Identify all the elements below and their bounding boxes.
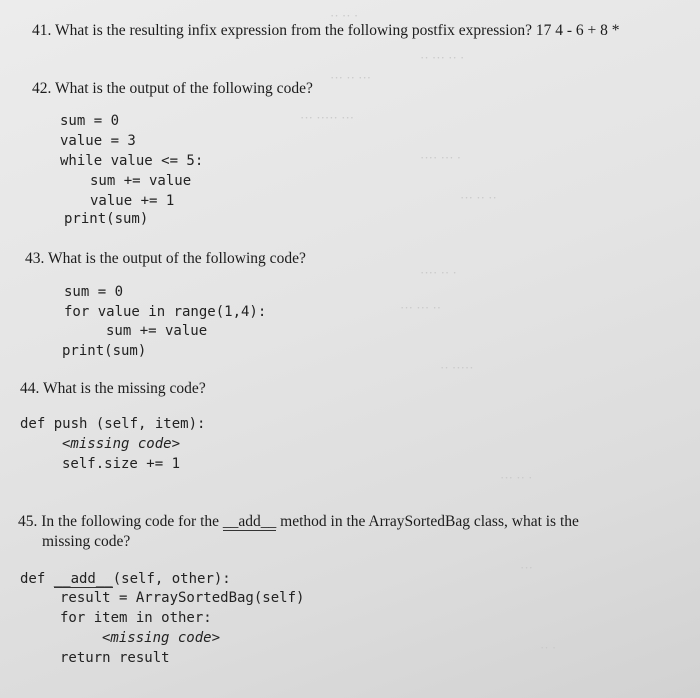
code-line: return result [60, 650, 170, 666]
question-number: 43. [25, 250, 45, 267]
question-text: What is the output of the following code? [54, 80, 313, 97]
question-text: In the following code for the [41, 513, 223, 530]
missing-code-line: <missing code> [102, 630, 221, 646]
question-text: What is the output of the following code? [47, 250, 306, 267]
question-number: 44. [20, 380, 40, 397]
worksheet-page: ·· ·· · ·· ··· ·· · ··· ·· ··· ··· ····· ··· ···· ··· · ··· ·· ·· ···· ·· · ··· ··· ·· ·· ····· ··· ·· · ··· ·· · 41. What is the resulting infix expression from the following postfix expression? 17 4 - 6 + 8 * 42. What is the output of the following code? sum = 0 value = 3 while value <= 5: sum += value value += 1 print(sum) 43. What is the output of the following code? sum = 0 for value in range(1,4): sum += value print(sum) 44. What is the missing code? def push (self, item): <missing code> self.size += 1 45. In the following code for the __add__ method in the ArraySortedBag class, what is the missing code? def __add__(self, other): result = ArraySortedBag(self) for item in other: <missing code> return result [18, 8, 620, 666]
question-42 [32, 79, 313, 99]
code-line: self.size += 1 [62, 456, 181, 472]
code-line: sum = 0 [60, 113, 120, 129]
question-text-cont: method in the ArraySortedBag class, what is the [276, 513, 579, 530]
code-line: print(sum) [64, 211, 149, 227]
code-line: sum += value [90, 173, 192, 189]
code-line: sum += value [106, 323, 208, 339]
code-line: for value in range(1,4): [64, 304, 267, 320]
code-line: result = ArraySortedBag(self) [60, 590, 305, 606]
question-45 [18, 512, 579, 532]
question-number: 42. [32, 80, 52, 97]
question-44 [20, 379, 206, 399]
missing-code-line: <missing code> [62, 436, 181, 452]
code-line: def __add__(self, other): [20, 571, 231, 587]
code-line: while value <= 5: [60, 153, 204, 169]
code-line: sum = 0 [64, 284, 124, 300]
question-text: What is the resulting infix expression from the following postfix expression? 17 4 - 6 + 8 * [54, 22, 620, 39]
question-number: 41. [32, 22, 52, 39]
blank-method-name: __add__ [222, 513, 277, 530]
question-41 [32, 21, 619, 41]
code-line: print(sum) [62, 343, 147, 359]
question-text: What is the missing code? [42, 380, 206, 397]
code-line: value = 3 [60, 133, 136, 149]
code-line: for item in other: [60, 610, 212, 626]
question-number: 45. [18, 513, 38, 530]
question-43 [25, 249, 306, 269]
code-line: def push (self, item): [20, 416, 206, 432]
question-45-line2: missing code? [42, 533, 131, 550]
blank-method-name: __add__ [53, 571, 113, 587]
code-line: value += 1 [90, 193, 175, 209]
